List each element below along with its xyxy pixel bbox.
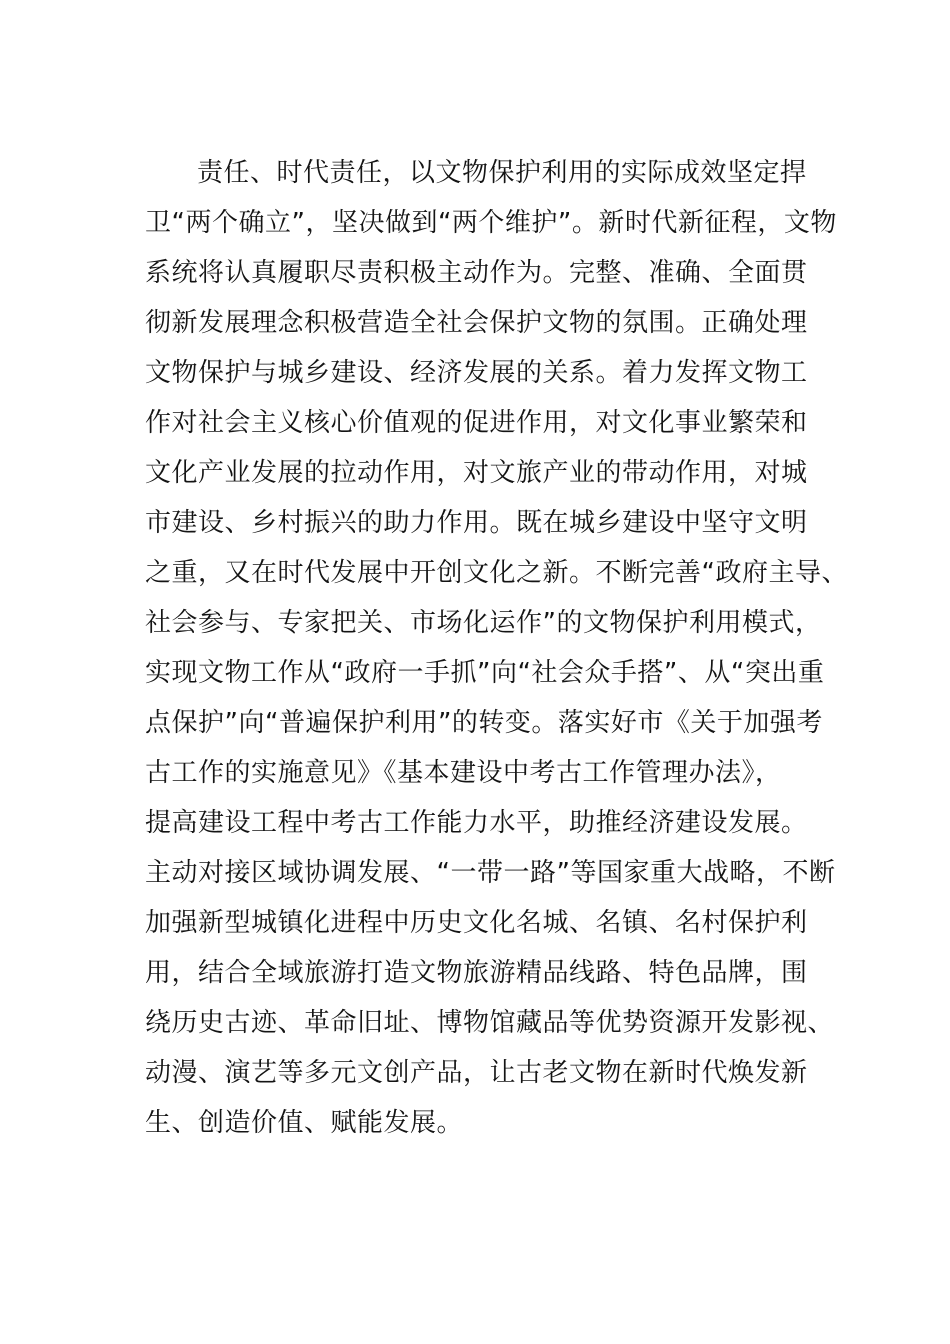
text-line: 点保护”向“普遍保护利用”的转变。落实好市《关于加强考	[145, 708, 823, 738]
text-line: 用，结合全域旅游打造文物旅游精品线路、特色品牌，围	[145, 958, 808, 988]
text-line: 作对社会主义核心价值观的促进作用，对文化事业繁荣和	[145, 408, 808, 438]
text-line: 彻新发展理念积极营造全社会保护文物的氛围。正确处理	[145, 308, 808, 338]
text-line: 实现文物工作从“政府一手抓”向“社会众手搭”、从“突出重	[145, 658, 825, 688]
text-line: 动漫、演艺等多元文创产品，让古老文物在新时代焕发新	[145, 1058, 808, 1088]
text-line: 系统将认真履职尽责积极主动作为。完整、准确、全面贯	[145, 258, 808, 288]
text-line: 社会参与、专家把关、市场化运作”的文物保护利用模式，	[145, 608, 822, 638]
body-paragraph	[145, 148, 848, 1148]
text-line: 绕历史古迹、革命旧址、博物馆藏品等优势资源开发影视、	[145, 1008, 835, 1038]
text-line: 卫“两个确立”，坚决做到“两个维护”。新时代新征程，文物	[145, 208, 837, 238]
text-line: 文化产业发展的拉动作用，对文旅产业的带动作用，对城	[145, 458, 808, 488]
text-line: 文物保护与城乡建设、经济发展的关系。着力发挥文物工	[145, 358, 808, 388]
text-line: 责任、时代责任，以文物保护利用的实际成效坚定捍	[197, 158, 807, 188]
text-line: 主动对接区域协调发展、“一带一路”等国家重大战略，不断	[145, 858, 836, 888]
text-line: 提高建设工程中考古工作能力水平，助推经济建设发展。	[145, 808, 808, 838]
text-line: 古工作的实施意见》《基本建设中考古工作管理办法》，	[145, 758, 782, 788]
text-line: 市建设、乡村振兴的助力作用。既在城乡建设中坚守文明	[145, 508, 808, 538]
text-line: 生、创造价值、赋能发展。	[145, 1108, 464, 1138]
text-line: 加强新型城镇化进程中历史文化名城、名镇、名村保护利	[145, 908, 808, 938]
text-line: 之重，又在时代发展中开创文化之新。不断完善“政府主导、	[145, 558, 848, 588]
